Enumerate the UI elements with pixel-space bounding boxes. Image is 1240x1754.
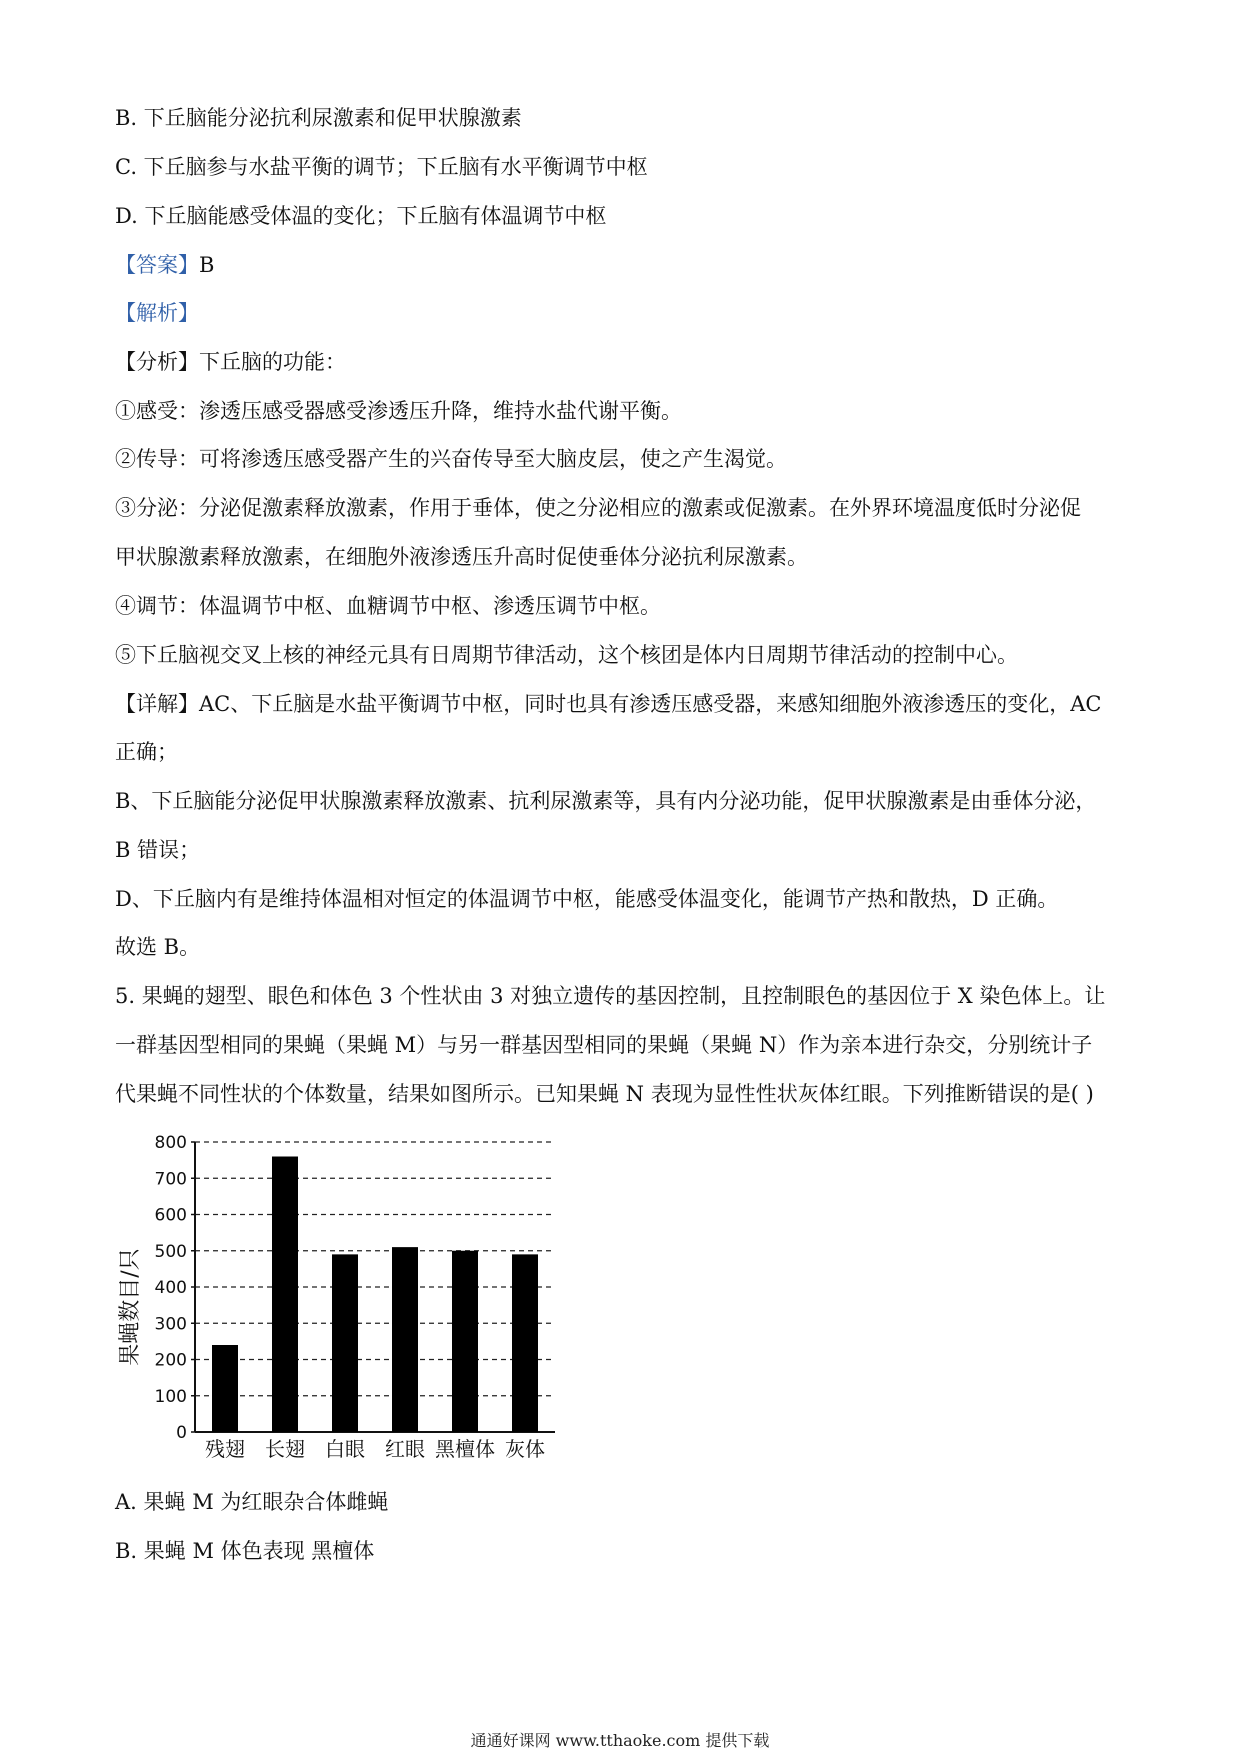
y-tick-label: 400 xyxy=(154,1278,187,1298)
answer-value: B xyxy=(199,253,215,277)
option-c: C. 下丘脑参与水盐平衡的调节；下丘脑有水平衡调节中枢 xyxy=(115,155,648,179)
bar xyxy=(452,1251,478,1432)
bar xyxy=(392,1247,418,1432)
detail-line: B、下丘脑能分泌促甲状腺激素释放激素、抗利尿激素等，具有内分泌功能，促甲状腺激素是由垂体分泌， xyxy=(115,789,1097,813)
y-tick-label: 700 xyxy=(154,1169,187,1190)
option-b: B. 下丘脑能分泌抗利尿激素和促甲状腺激素 xyxy=(115,106,522,130)
detail-line: 【详解】AC、下丘脑是水盐平衡调节中枢，同时也具有渗透压感受器，来感知细胞外液渗透压的变化，AC xyxy=(115,692,1102,716)
bar xyxy=(512,1254,538,1432)
detail-line: B 错误； xyxy=(115,838,201,862)
y-tick-label: 500 xyxy=(154,1241,187,1262)
option-a: A. 果蝇 M 为红眼杂合体雌蝇 xyxy=(115,1490,389,1514)
footer: 通通好课网 www.tthaoke.com 提供下载 xyxy=(470,1731,770,1750)
question-5-text: 一群基因型相同的果蝇（果蝇 M）与另一群基因型相同的果蝇（果蝇 N）作为亲本进行杂交，分别统计子 xyxy=(115,1033,1093,1057)
category-label: 残翅 xyxy=(205,1437,245,1461)
analysis-point: ①感受：渗透压感受器感受渗透压升降，维持水盐代谢平衡。 xyxy=(115,399,682,423)
answer-line xyxy=(115,250,1140,280)
category-label: 白眼 xyxy=(325,1437,365,1461)
analysis-point: ⑤下丘脑视交叉上核的神经元具有日周期节律活动，这个核团是体内日周期节律活动的控制中心。 xyxy=(115,643,1018,667)
analysis-point: ②传导：可将渗透压感受器产生的兴奋传导至大脑皮层，使之产生渴觉。 xyxy=(115,447,787,471)
y-tick-label: 0 xyxy=(176,1423,187,1443)
option-d: D. 下丘脑能感受体温的变化；下丘脑有体温调节中枢 xyxy=(115,204,607,228)
bar xyxy=(212,1345,238,1432)
analysis-intro: 【分析】下丘脑的功能： xyxy=(115,350,346,374)
question-5-text: 代果蝇不同性状的个体数量，结果如图所示。已知果蝇 N 表现为显性性状灰体红眼。下列推断错误的是( ) xyxy=(115,1082,1094,1106)
y-axis-label: 果蝇数目/只 xyxy=(118,1248,143,1366)
category-label: 长翅 xyxy=(265,1437,305,1461)
analysis-point: ④调节：体温调节中枢、血糖调节中枢、渗透压调节中枢。 xyxy=(115,594,661,618)
analysis-tag: 【解析】 xyxy=(115,301,199,325)
y-tick-label: 100 xyxy=(154,1386,187,1407)
option-b-q5: B. 果蝇 M 体色表现 黑檀体 xyxy=(115,1539,375,1563)
y-tick-label: 600 xyxy=(154,1205,187,1226)
detail-line: 故选 B。 xyxy=(115,935,201,959)
category-label: 黑檀体 xyxy=(435,1437,495,1461)
question-5-text: 5. 果蝇的翅型、眼色和体色 3 个性状由 3 对独立遗传的基因控制，且控制眼色的基因位于 X 染色体上。让 xyxy=(115,984,1106,1008)
detail-line: 正确； xyxy=(115,740,178,764)
analysis-point: 甲状腺激素释放激素，在细胞外液渗透压升高时促使垂体分泌抗利尿激素。 xyxy=(115,545,808,569)
category-label: 灰体 xyxy=(505,1437,545,1461)
y-tick-label: 800 xyxy=(154,1133,187,1153)
bar-chart xyxy=(115,1130,575,1475)
answer-tag: 【答案】 xyxy=(115,253,199,277)
y-tick-label: 200 xyxy=(154,1350,187,1371)
category-label: 红眼 xyxy=(385,1437,425,1461)
analysis-point: ③分泌：分泌促激素释放激素，作用于垂体，使之分泌相应的激素或促激素。在外界环境温度低时分泌促 xyxy=(115,496,1081,520)
bar xyxy=(332,1254,358,1432)
bar xyxy=(272,1157,298,1433)
y-tick-label: 300 xyxy=(154,1314,187,1335)
detail-line: D、下丘脑内有是维持体温相对恒定的体温调节中枢，能感受体温变化，能调节产热和散热，D 正确。 xyxy=(115,887,1059,911)
